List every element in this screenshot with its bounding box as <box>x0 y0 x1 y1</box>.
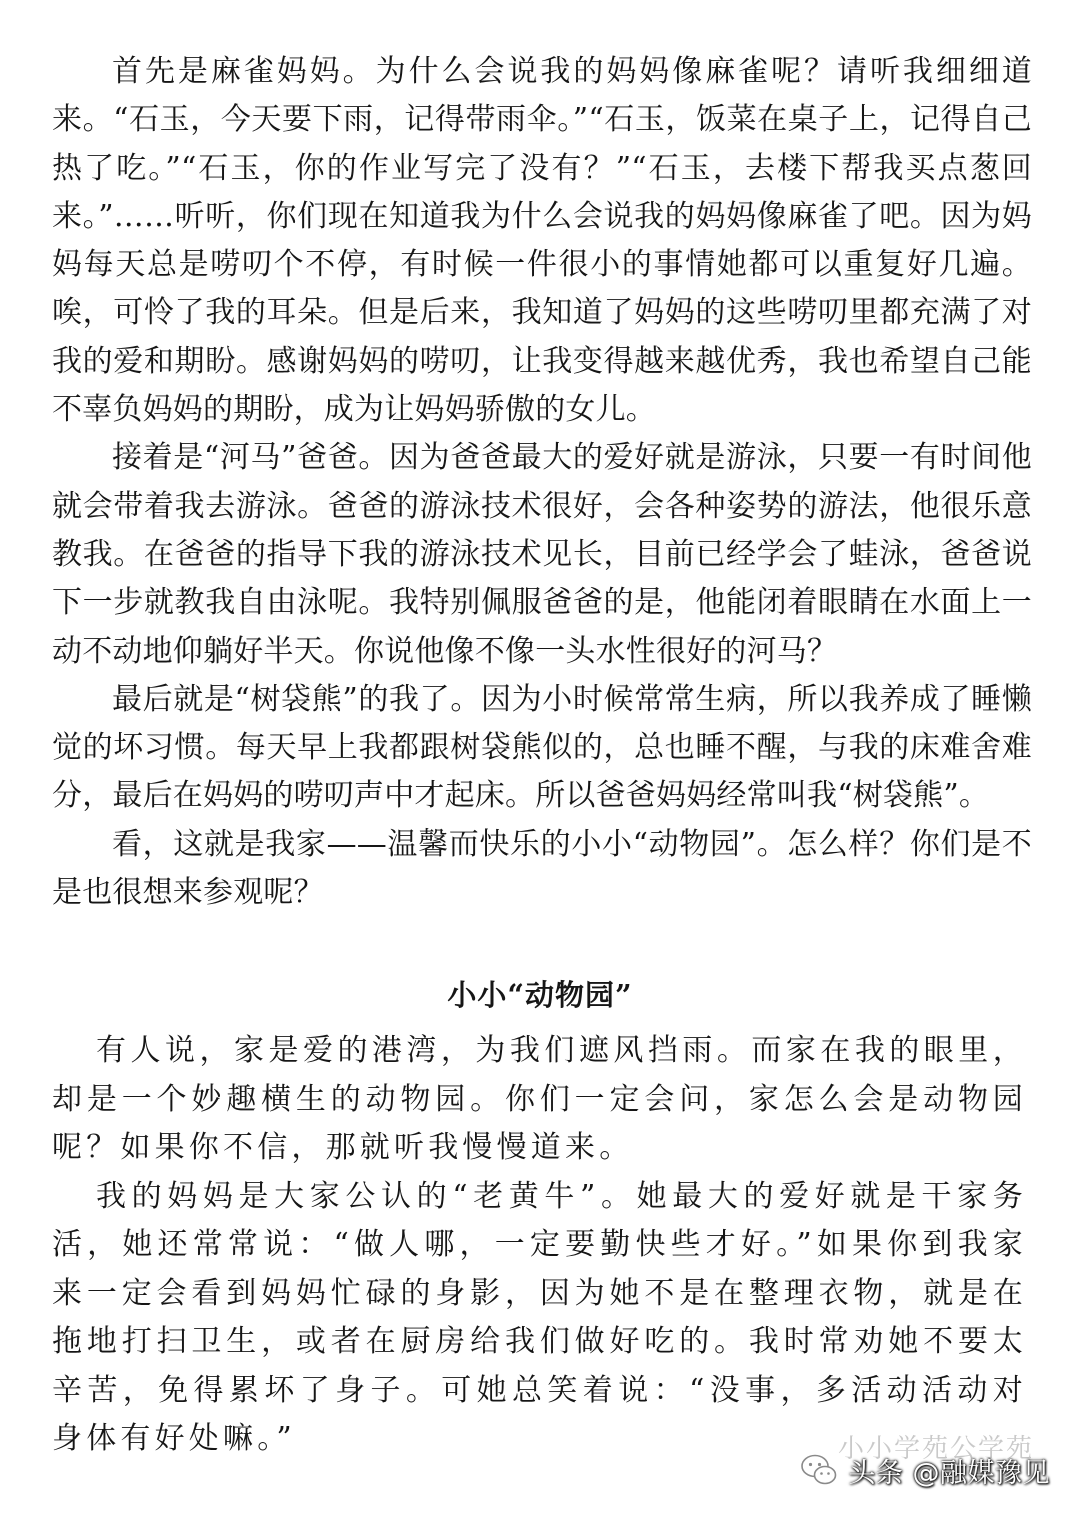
essay-2-paragraph: 有人说，家是爱的港湾，为我们遮风挡雨。而家在我的眼里，却是一个妙趣横生的动物园。你们一定会问，家怎么会是动物园呢？如果你不信，那就听我慢慢道来。 <box>52 1033 1027 1165</box>
essay-1-paragraph: 首先是麻雀妈妈。为什么会说我的妈妈像麻雀呢？请听我细细道来。“石玉，今天要下雨，记得带雨伞。”“石玉，饭菜在桌子上，记得自己热了吃。”“石玉，你的作业写完了没有？”“石玉，去楼下帮我买点葱回来。”……听听，你们现在知道我为什么会说我的妈妈像麻雀了吧。因为妈妈每天总是唠叨个不停，有时候一件很小的事情她都可以重复好几遍。唉，可怜了我的耳朵。但是后来，我知道了妈妈的这些唠叨里都充满了对我的爱和期盼。感谢妈妈的唠叨，让我变得越来越优秀，我也希望自己能不辜负妈妈的期盼，成为让妈妈骄傲的女儿。 <box>52 54 1032 428</box>
essay-2-title: 小小“动物园” <box>447 978 633 1012</box>
faded-watermark-text: 小小学苑公学苑 <box>837 1434 1034 1464</box>
watermark-source-text: 头条 @融媒豫见 <box>848 1457 1050 1489</box>
essay-1-paragraph: 看，这就是我家——温馨而快乐的小小“动物园”。怎么样？你们是不是也很想来参观呢？ <box>52 826 1032 911</box>
essay-1-body <box>52 48 1032 917</box>
essay-2-paragraph: 我的妈妈是大家公认的“老黄牛”。她最大的爱好就是干家务活，她还常常说：“做人哪，一定要勤快些才好。”如果你到我家来一定会看到妈妈忙碌的身影，因为她不是在整理衣物，就是在拖地打扫卫生，或者在厨房给我们做好吃的。我时常劝她不要太辛苦，免得累坏了身子。可她总笑着说：“没事，多活动活动对身体有好处嘛。” <box>52 1178 1027 1456</box>
wechat-icon <box>798 1449 840 1491</box>
essay-2-body <box>52 1027 1027 1464</box>
source-watermark <box>798 1449 1050 1491</box>
essay-1-paragraph: 接着是“河马”爸爸。因为爸爸最大的爱好就是游泳，只要一有时间他就会带着我去游泳。爸爸的游泳技术很好，会各种姿势的游法，他很乐意教我。在爸爸的指导下我的游泳技术见长，目前已经学会了蛙泳，爸爸说下一步就教我自由泳呢。我特别佩服爸爸的是，他能闭着眼睛在水面上一动不动地仰躺好半天。你说他像不像一头水性很好的河马？ <box>52 440 1032 669</box>
essay-1-paragraph: 最后就是“树袋熊”的我了。因为小时候常常生病，所以我养成了睡懒觉的坏习惯。每天早上我都跟树袋熊似的，总也睡不醒，与我的床难舍难分，最后在妈妈的唠叨声中才起床。所以爸爸妈妈经常叫我“树袋熊”。 <box>52 681 1032 814</box>
